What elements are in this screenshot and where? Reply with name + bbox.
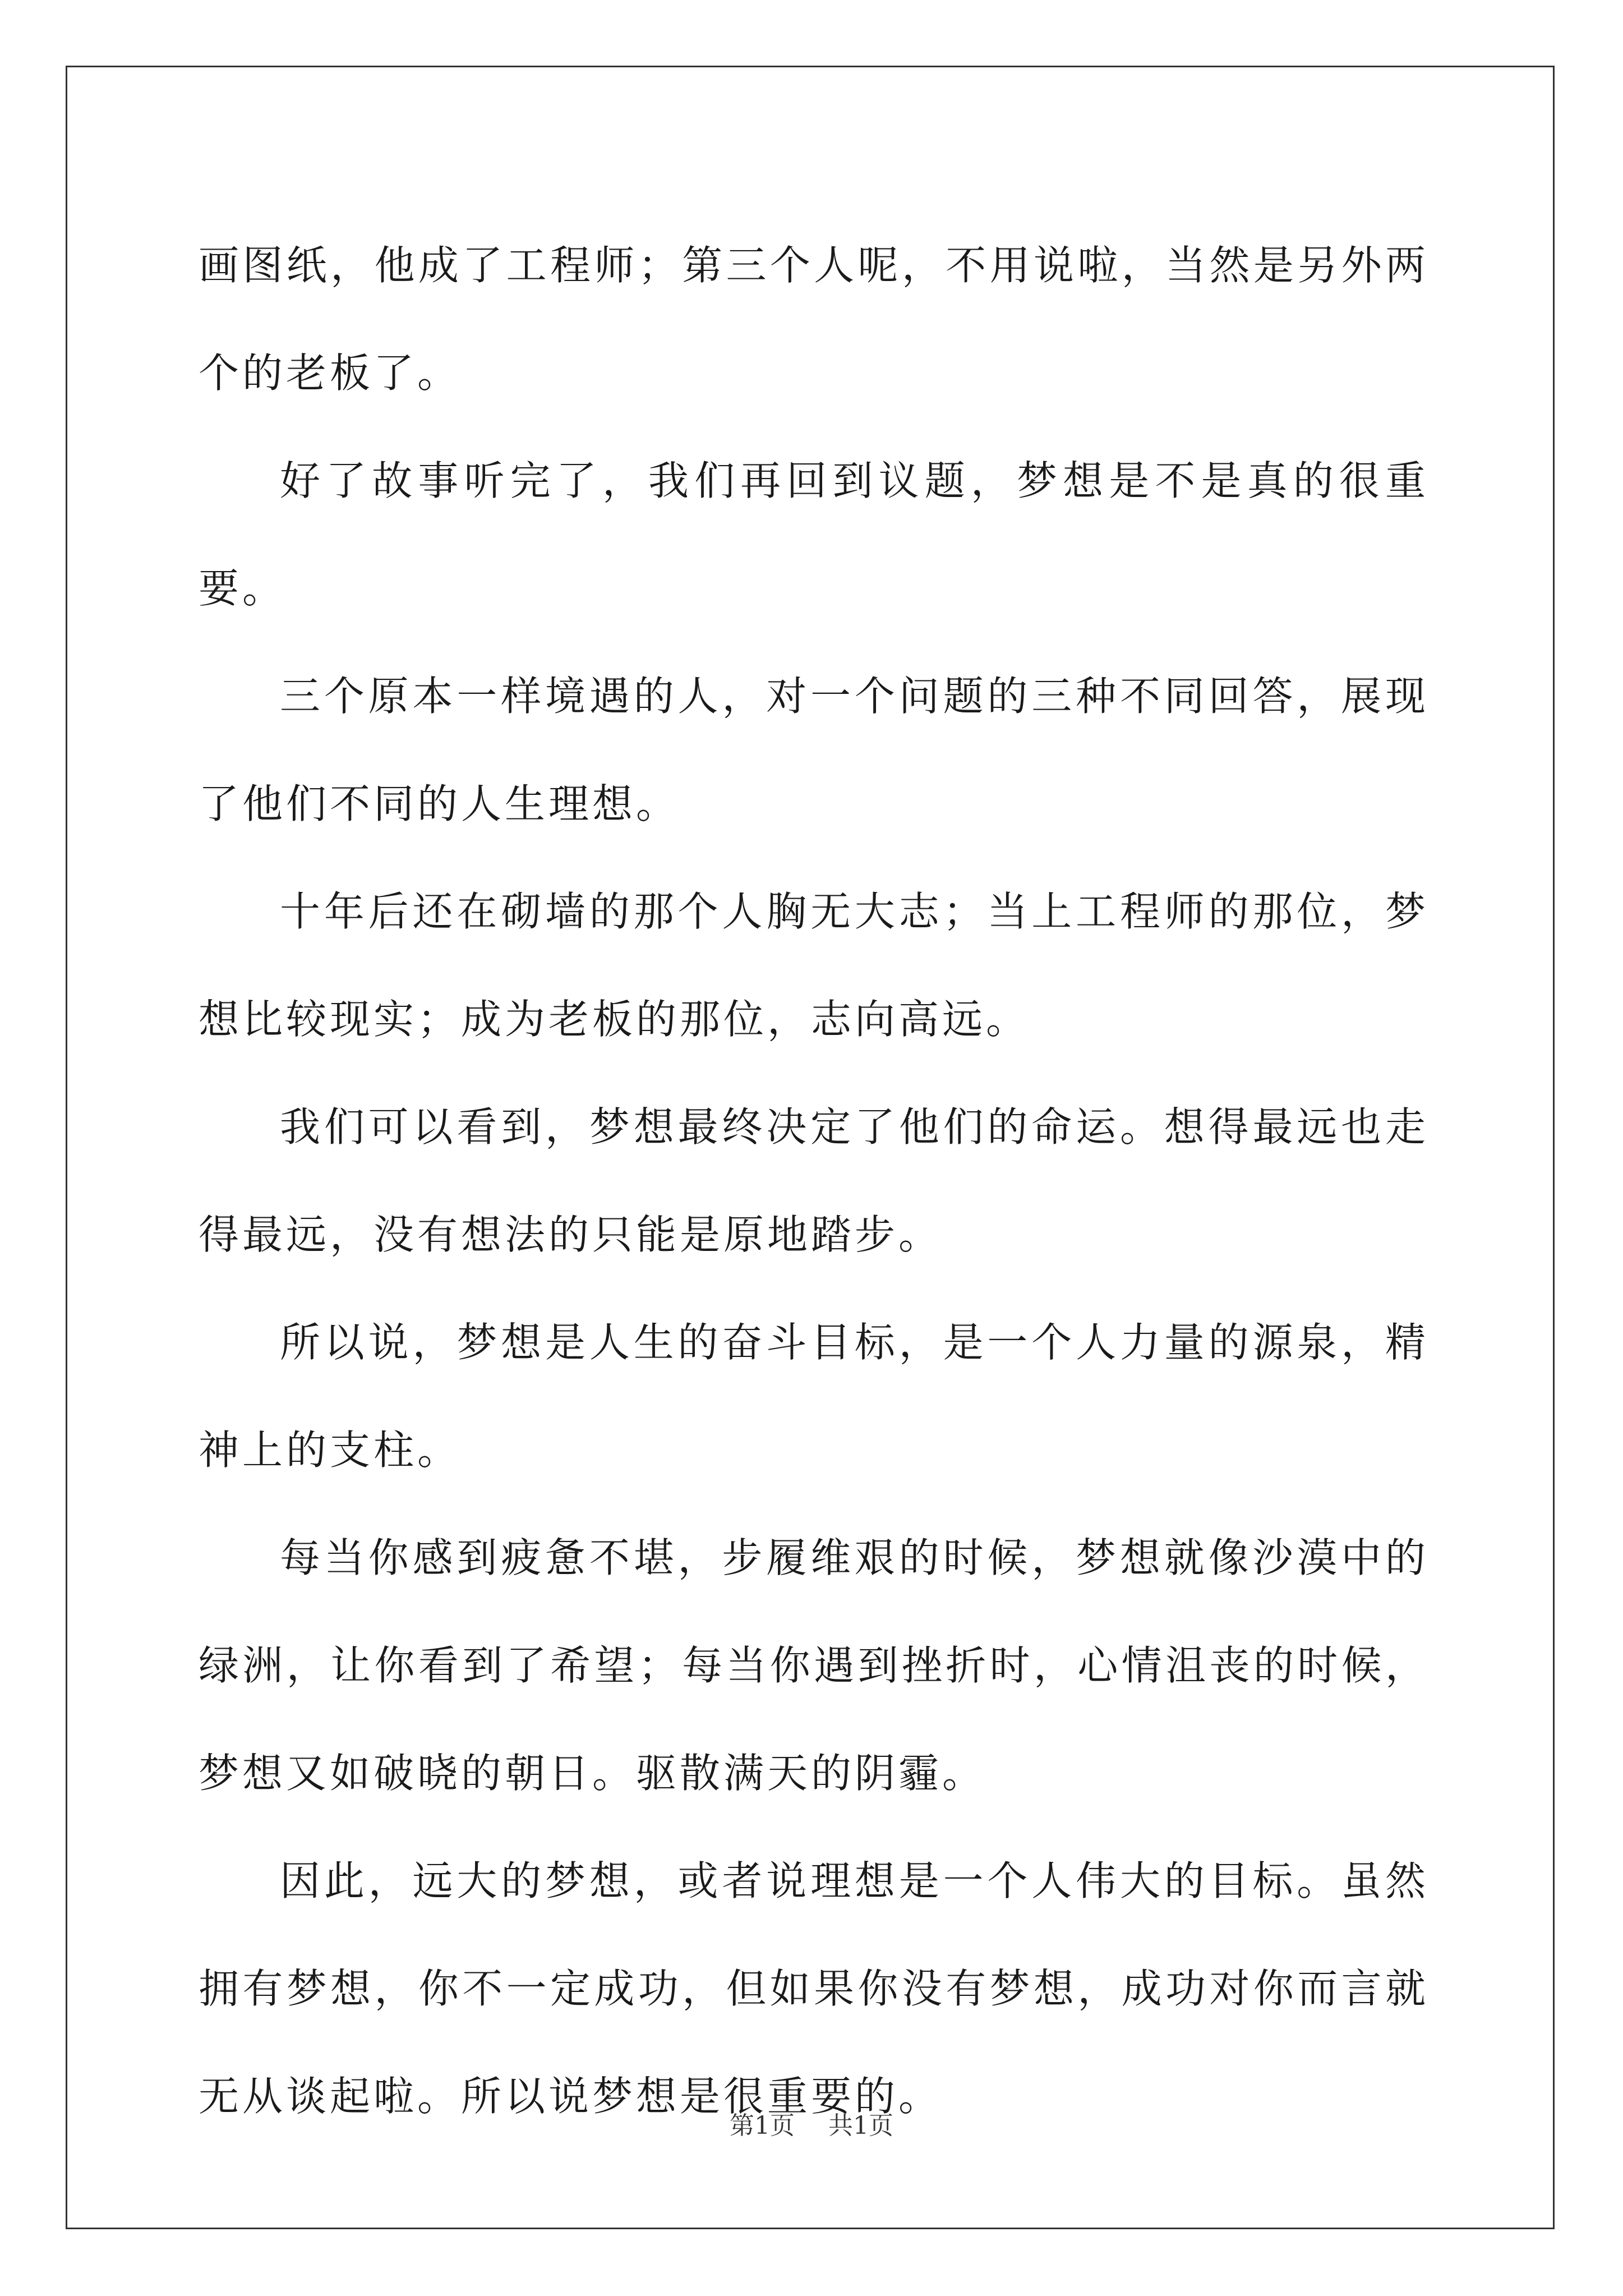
current-page-label: 第1页 <box>730 2111 795 2140</box>
paragraph-7: 每当你感到疲惫不堪，步履维艰的时候，梦想就像沙漠中的绿洲，让你看到了希望；每当你遇到挫折时，心情沮丧的时候，梦想又如破晓的朝日。驱散满天的阴霾。 <box>199 1534 1429 1797</box>
paragraph-2: 好了故事听完了，我们再回到议题，梦想是不是真的很重要。 <box>199 457 1429 612</box>
paragraph-5: 我们可以看到，梦想最终决定了他们的命运。想得最远也走得最远，没有想法的只能是原地踏步。 <box>199 1103 1429 1258</box>
total-pages-label: 共1页 <box>828 2111 893 2140</box>
paragraph-3: 三个原本一样境遇的人，对一个问题的三种不同回答，展现了他们不同的人生理想。 <box>199 673 1429 827</box>
page-footer <box>0 2109 1623 2143</box>
document-body <box>199 211 1429 2150</box>
paragraph-8: 因此，远大的梦想，或者说理想是一个人伟大的目标。虽然拥有梦想，你不一定成功，但如果你没有梦想，成功对你而言就无从谈起啦。所以说梦想是很重要的。 <box>199 1857 1429 2120</box>
paragraph-6: 所以说，梦想是人生的奋斗目标，是一个人力量的源泉，精神上的支柱。 <box>199 1319 1429 1474</box>
paragraph-1: 画图纸，他成了工程师；第三个人呢，不用说啦，当然是另外两个的老板了。 <box>199 242 1429 397</box>
paragraph-4: 十年后还在砌墙的那个人胸无大志；当上工程师的那位，梦想比较现实；成为老板的那位，志向高远。 <box>199 888 1429 1043</box>
